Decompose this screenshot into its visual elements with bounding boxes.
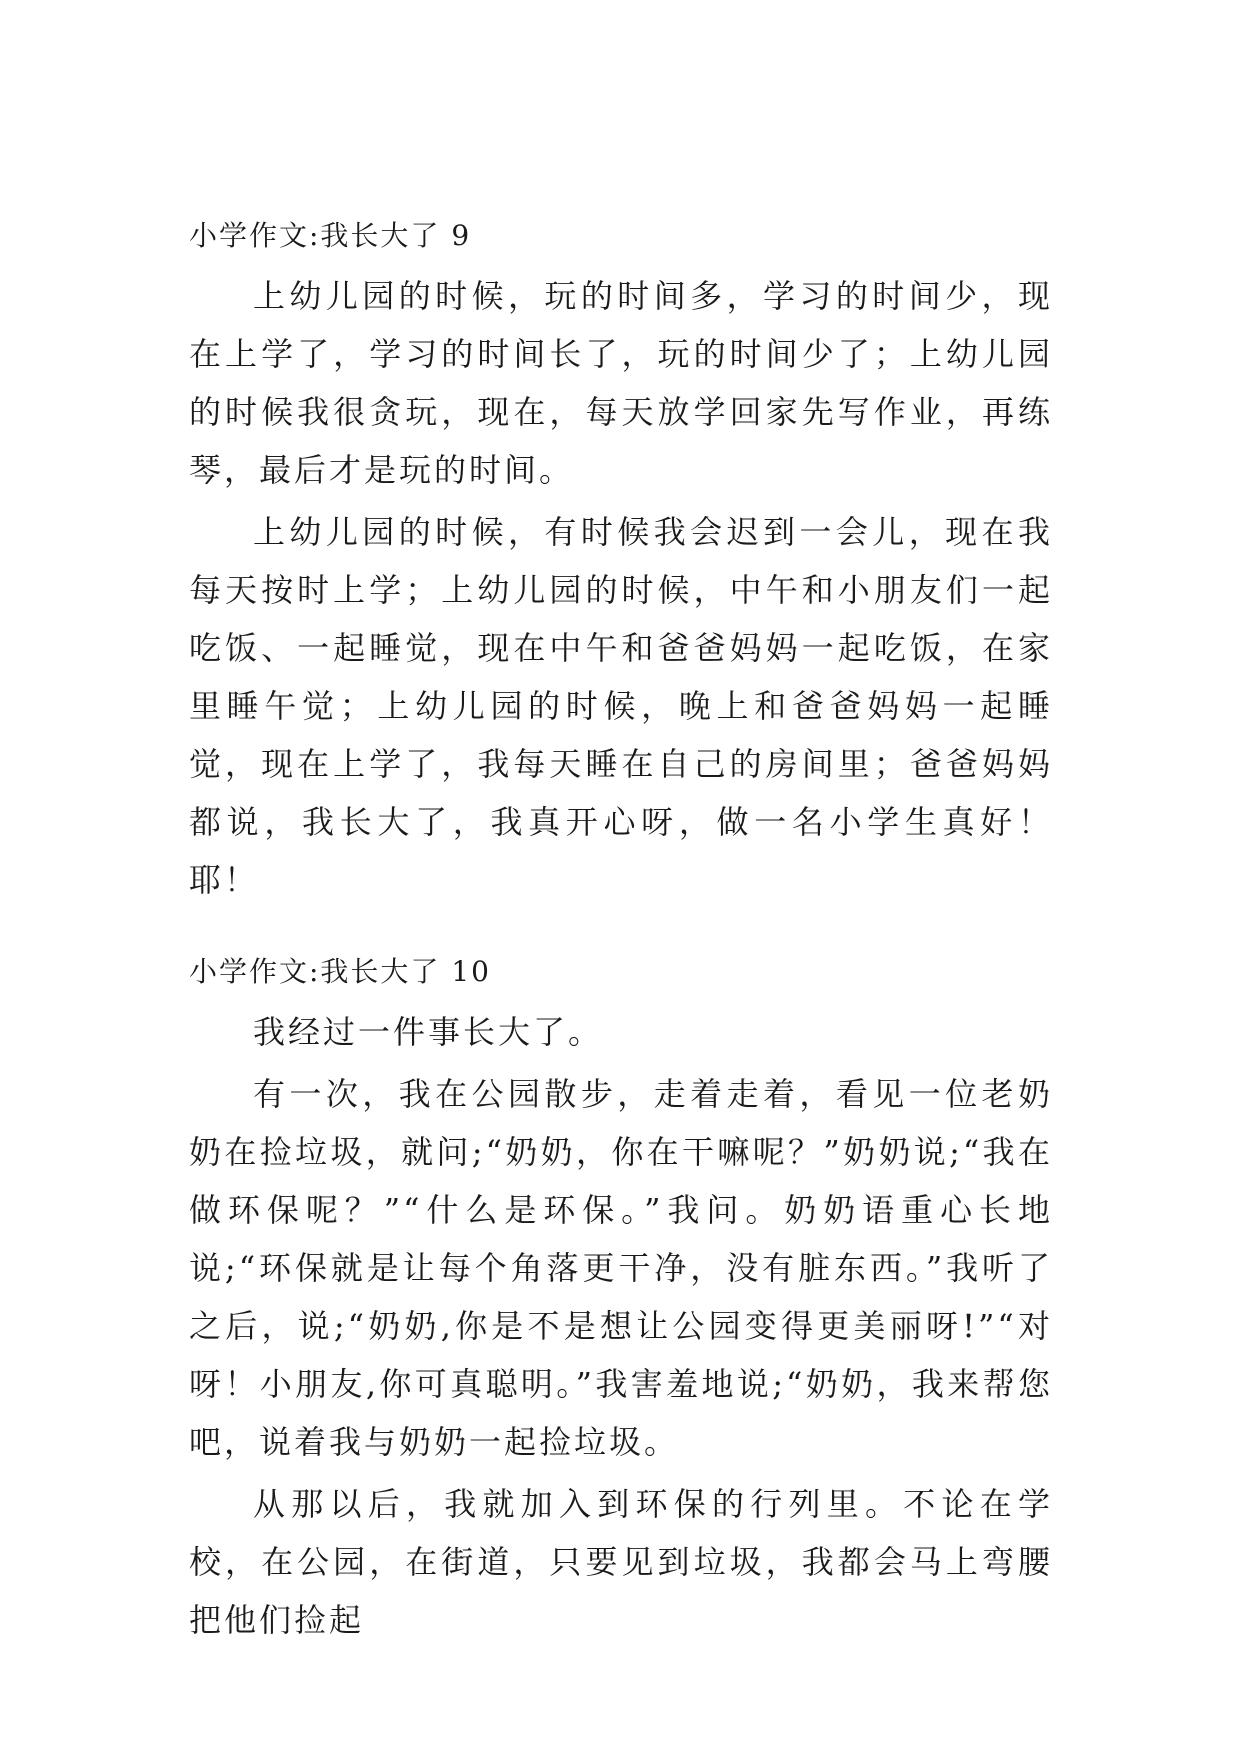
essay-paragraph: 有一次，我在公园散步，走着走着，看见一位老奶奶在捡垃圾，就问;“奶奶，你在干嘛呢？”奶奶说;“我在做环保呢？”“什么是环保。”我问。奶奶语重心长地说;“环保就是让每个角落更干净，没有脏东西。”我听了之后，说;“奶奶,你是不是想让公园变得更美丽呀!”“对呀！小朋友,你可真聪明。”我害羞地说;“奶奶，我来帮您吧，说着我与奶奶一起捡垃圾。 bbox=[189, 1075, 1053, 1461]
essay-paragraph: 上幼儿园的时候，有时候我会迟到一会儿，现在我每天按时上学；上幼儿园的时候，中午和小朋友们一起吃饭、一起睡觉，现在中午和爸爸妈妈一起吃饭，在家里睡午觉；上幼儿园的时候，晚上和爸爸妈妈一起睡觉，现在上学了，我每天睡在自己的房间里；爸爸妈妈都说，我长大了，我真开心呀，做一名小学生真好！耶！ bbox=[189, 513, 1053, 899]
essay-paragraph: 从那以后，我就加入到环保的行列里。不论在学校，在公园，在街道，只要见到垃圾，我都会马上弯腰把他们捡起 bbox=[189, 1485, 1053, 1639]
essay-title: 小学作文:我长大了 9 bbox=[189, 219, 472, 252]
essay-section-10 bbox=[189, 951, 1053, 1649]
essay-paragraph: 我经过一件事长大了。 bbox=[253, 1013, 604, 1051]
essay-paragraph: 上幼儿园的时候，玩的时间多，学习的时间少，现在上学了，学习的时间长了，玩的时间少了；上幼儿园的时候我很贪玩，现在，每天放学回家先写作业，再练琴，最后才是玩的时间。 bbox=[189, 277, 1053, 489]
document-body bbox=[189, 215, 1053, 1653]
essay-title: 小学作文:我长大了 10 bbox=[189, 955, 491, 988]
essay-section-9 bbox=[189, 215, 1053, 909]
